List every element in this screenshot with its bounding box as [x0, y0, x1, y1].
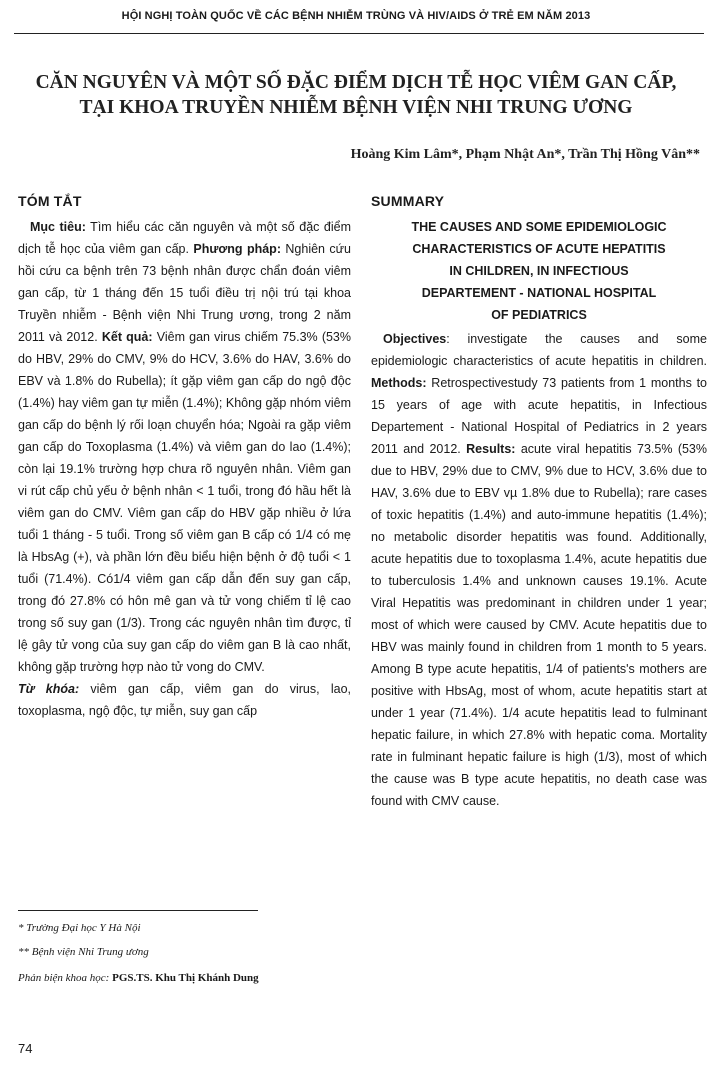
- method-label: Phương pháp:: [193, 242, 281, 256]
- article-title-line-2: TẠI KHOA TRUYỀN NHIỄM BỆNH VIỆN NHI TRUNG ƯƠNG: [79, 97, 633, 118]
- vietnamese-abstract-column: [18, 193, 351, 722]
- english-summary-heading: SUMMARY: [371, 193, 445, 209]
- vietnamese-abstract-heading: TÓM TẮT: [18, 193, 82, 209]
- english-title-line: CHARACTERISTICS OF ACUTE HEPATITIS: [412, 242, 666, 256]
- running-header: HỘI NGHỊ TOÀN QUỐC VỀ CÁC BỆNH NHIỄM TRÙNG VÀ HIV/AIDS Ở TRẺ EM NĂM 2013: [121, 10, 591, 22]
- methods-label: Methods:: [371, 376, 427, 390]
- english-title-line: OF PEDIATRICS: [491, 308, 587, 322]
- vietnamese-abstract-body: [18, 216, 351, 678]
- objective-label: Mục tiêu:: [30, 220, 86, 234]
- header-rule: [14, 33, 704, 34]
- results-text: acute viral hepatitis 73.5% (53% due to HBV, 29% due to CMV, 9% due to HCV, 3.6% due to HAV, 3.6% due to EBV vµ 1.8% due to Rubella); rare cases of toxic hepatitis (1.4%) and auto-immune hepatitis (1.4%); no metabolic disorder hepatitis was found. Additionally, acute hepatitis due to toxoplasma 1.4%, acute hepatitis due to tuberculosis 1.4% and unknown causes 19.1%. Acute Viral Hepatitis was predominant in children under 1 year; most of which were caused by CMV. Acute hepatitis due to HBV was mainly found in children from 1 month to 5 years. Among B type acute hepatitis, 1/4 of patients's mothers are positive with HbsAg, most of whom, acute hepatitis start at under 1 year (71.4%). 1/4 acute hepatitis lead to fulminant hepatic failure, in which 27.8% with hepatic coma. Mortality rate in fulminant hepatic failure is high (1/3), most of which the cause was B type acute hepatitis, no death case was found with CMV cause.: [371, 442, 707, 808]
- objectives-label: Objectives: [383, 332, 447, 346]
- objective-text: Tìm hiểu các căn nguyên và một số đặc điểm dịch tễ học của viêm gan cấp.: [18, 220, 352, 256]
- footnote-affiliation-1: * Trường Đại học Y Hà Nội: [18, 922, 141, 934]
- results-label: Results:: [466, 442, 516, 456]
- english-summary-column: [371, 193, 707, 812]
- reviewer-label: Phản biện khoa học:: [18, 972, 110, 984]
- english-title-line: DEPARTEMENT - NATIONAL HOSPITAL: [421, 286, 657, 300]
- footnote-rule: [18, 910, 258, 911]
- reviewer-name: PGS.TS. Khu Thị Khánh Dung: [109, 972, 259, 984]
- result-label: Kết quả:: [101, 330, 153, 344]
- method-text: Nghiên cứu hồi cứu ca bệnh trên 73 bệnh nhân được chẩn đoán viêm gan cấp, từ 1 tháng đến 15 tuổi điều trị nội trú tại khoa Truyền nhiễm - Bệnh viện Nhi Trung ương, trong 2 năm 2011 và 2012.: [18, 242, 351, 344]
- article-title: [20, 70, 692, 120]
- english-title: [371, 216, 707, 326]
- footnote-reviewer: [18, 972, 259, 984]
- vietnamese-keywords: [18, 678, 351, 722]
- footnote-affiliation-2: ** Bệnh viện Nhi Trung ương: [18, 946, 149, 958]
- result-text: Viêm gan virus chiếm 75.3% (53% do HBV, 29% do CMV, 9% do HCV, 3.6% do HAV, 3.6% do EBV và 1.8% do Rubella); ít gặp viêm gan cấp do ngộ độc (1.4%) hay viêm gan tự miễn (1.4%); Không gặp nhóm viêm gan cấp do bệnh lý rối loạn chuyển hóa; Ngoài ra gặp viêm gan cấp do Toxoplasma (1.4%) và viêm gan do lao (1.4%); còn lại 19.1% trường hợp chưa rõ nguyên nhân. Viêm gan vi rút cấp chủ yếu ở bệnh nhân < 1 tuổi, trong đó hầu hết là viêm gan do CMV. Viêm gan cấp do HBV gặp nhiều ở lứa tuổi 1 tháng - 5 tuổi. Trong số viêm gan B cấp có 1/4 có mẹ là HbsAg (+), và phần lớn đều biểu hiện bệnh ở độ tuổi < 1 tuổi (71.4%). Có1/4 viêm gan cấp dẫn đến suy gan cấp, trong đó 27.8% có hôn mê gan và tử vong chiếm tỉ lệ cao trong số suy gan (1/3). Trong các nguyên nhân tìm được, tỉ lệ gây tử vong của suy gan cấp do viêm gan B là cao nhất, không gặp trường hợp nào tử vong do CMV.: [18, 330, 352, 674]
- english-title-line: THE CAUSES AND SOME EPIDEMIOLOGIC: [411, 220, 667, 234]
- keywords-text: viêm gan cấp, viêm gan do virus, lao, toxoplasma, ngộ độc, tự miễn, suy gan cấp: [18, 682, 351, 718]
- keywords-label: Từ khóa:: [18, 682, 80, 696]
- english-title-line: IN CHILDREN, IN INFECTIOUS: [449, 264, 629, 278]
- objectives-text: : investigate the causes and some epidemiologic characteristics of acute hepatitis in children.: [371, 332, 707, 368]
- english-summary-body: [371, 328, 707, 812]
- article-title-line-1: CĂN NGUYÊN VÀ MỘT SỐ ĐẶC ĐIỂM DỊCH TỄ HỌC VIÊM GAN CẤP,: [35, 72, 677, 93]
- methods-text: Retrospectivestudy 73 patients from 1 months to 15 years of age with acute hepatitis, in Infectious Departement - National Hospital of Pediatrics in 2 years 2011 and 2012.: [371, 376, 707, 456]
- authors: Hoàng Kim Lâm*, Phạm Nhật An*, Trần Thị Hồng Vân**: [350, 147, 700, 162]
- page-number: 74: [18, 1041, 33, 1056]
